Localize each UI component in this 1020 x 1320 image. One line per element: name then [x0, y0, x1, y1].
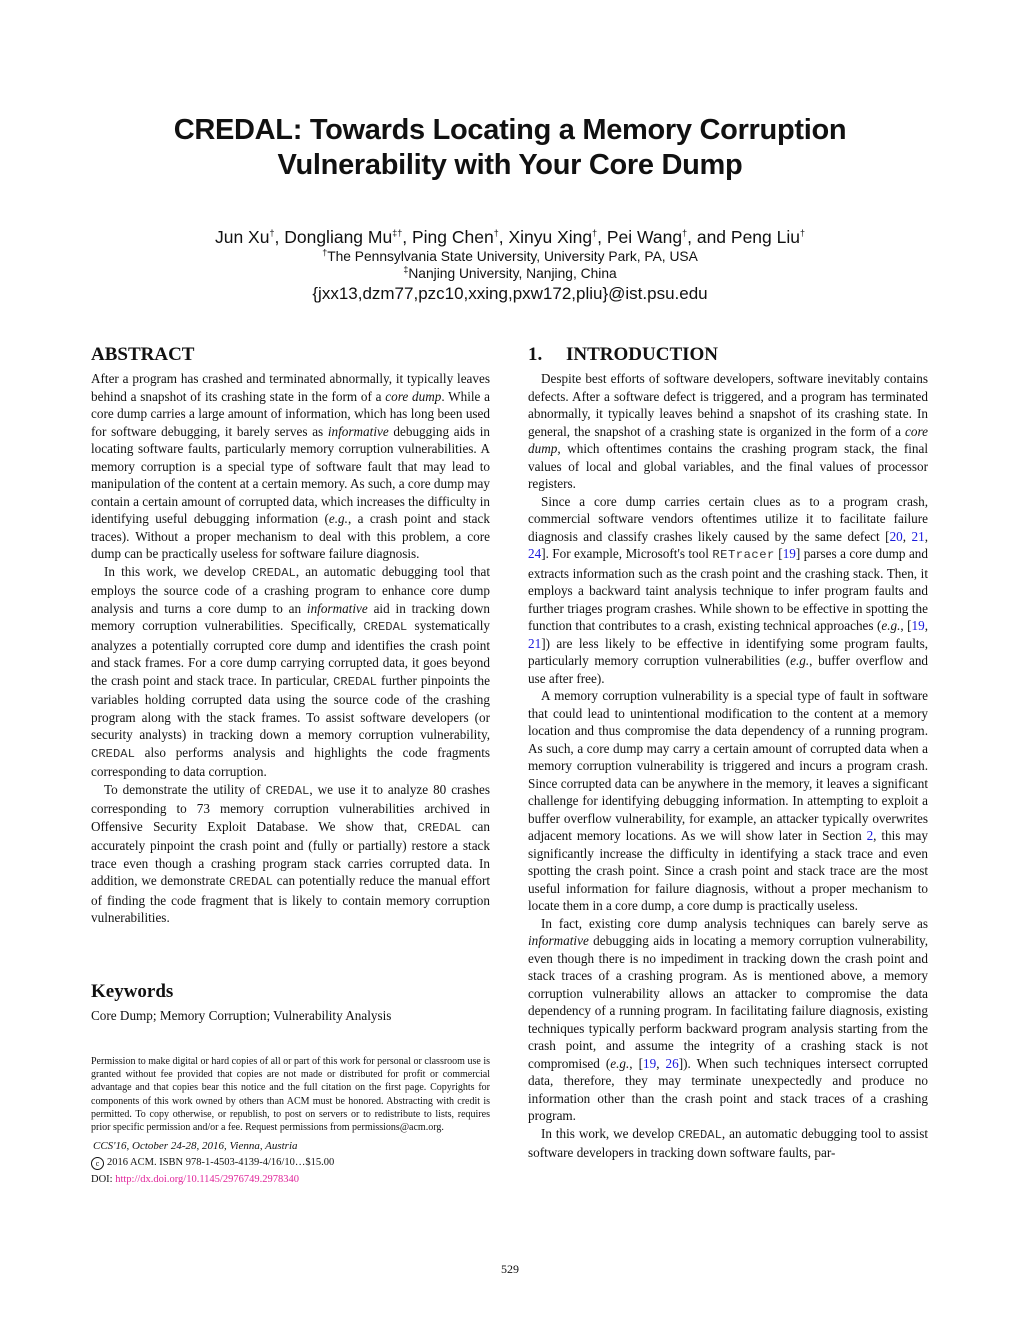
right-column [528, 344, 928, 1162]
author-emails: {jxx13,dzm77,pzc10,xxing,pxw172,pliu}@ist.psu.edu [312, 284, 708, 303]
paper-title [0, 113, 1020, 183]
abstract-paragraph-2: In this work, we develop CREDAL, an automatic debugging tool that employs the source code of a crashing program to enhance core dump analysis and turns a core dump to an informative aid in tracking down memory corruption vulnerabilities. Specifically, CREDAL systematically analyzes a potentially corrupted core dump and identifies the crash point and stack frames. For a core dump carrying corrupted data, it goes beyond the crash point and stack trace. In particular, CREDAL further pinpoints the variables holding corrupted data using the source code of the crashing program along with the stack frames. To assist software developers (or security analysts) in tracking down a memory corruption vulnerability, CREDAL also performs analysis and highlights the code fragments corresponding to data corruption. [91, 563, 490, 779]
doi-link[interactable]: http://dx.doi.org/10.1145/2976749.2978340 [115, 1174, 299, 1186]
affiliation-mark: ‡ [403, 264, 409, 275]
author-name: Ping Chen [411, 227, 494, 247]
introduction-heading [528, 344, 928, 366]
author-name: Xinyu Xing [508, 227, 593, 247]
intro-paragraph-3: A memory corruption vulnerability is a special type of fault in software that could lead to unintentional modification to the content at a memory location and thus compromise the data dependency of a running program. As such, a core dump may carry a certain amount of corrupted data when a memory corruption vulnerability is triggered and incurs a program crash. Since corrupted data can be anywhere in the memory, it leaves a significant challenge for identifying debugging information. In attempting to exploit a buffer overflow vulnerability, for example, an attacker typically overwrites adjacent memory locations. As we will show later in Section 2, this may significantly increase the difficulty in identifying a stack trace and even spotting the crash point. Since a crash point and stack trace are the most useful information for failure diagnosis, without a proper mechanism to locate them in a core dump, a core dump is practically useless. [528, 688, 929, 913]
citation-link[interactable]: 19 [782, 546, 796, 561]
tool-name: CREDAL [417, 820, 462, 835]
keywords-heading: Keywords [91, 981, 174, 1002]
intro-paragraph-2: Since a core dump carries certain clues as to a program crash, commercial software vendors oftentimes utilize it to facilitate failure diagnosis and classify crashes likely caused by the same defect [20, 21, 24]. For example, Microsoft's tool RETracer [19] parses a core dump and extracts information such as the crash point and the crashing stack. Then, it employs a backward taint analysis technique to infer program faults and further triages program crashes. While shown to be effective in spotting the function that contributes to a crash, existing technical approaches (e.g., [19, 21]) are less likely to be effective in identifying some program faults, particularly memory corruption vulnerabilities (e.g., buffer overflow and use after free). [528, 493, 929, 686]
author-name: Dongliang Mu [284, 227, 393, 247]
author-affiliation-mark: ‡† [392, 228, 403, 239]
citation-link[interactable]: 20 [889, 528, 903, 544]
author-affiliation-mark: † [493, 228, 499, 239]
section-title: INTRODUCTION [566, 344, 719, 365]
section-number: 1. [528, 344, 543, 365]
keywords-text: Core Dump; Memory Corruption; Vulnerability Analysis [91, 1008, 392, 1023]
author-list [0, 226, 1020, 248]
author-separator: , [402, 227, 412, 247]
tool-name: CREDAL [265, 783, 310, 798]
left-column [91, 344, 490, 927]
citation-link[interactable]: 26 [665, 1055, 679, 1071]
intro-paragraph-4: In fact, existing core dump analysis techniques can barely serve as informative debugging aids in locating a memory corruption vulnerability, even though there is no impediment in tracking down the crash point and stack traces of a crashing program. As is mentioned above, a memory corruption vulnerability allows an attacker to compromise the data dependency of a running program. In facilitating failure diagnosis, existing techniques typically perform backward program analysis starting from the crash point, and assume the integrity of a crashing stack is not compromised (e.g., [19, 26]). When such techniques intersect corrupted data, therefore, they may terminate unexpectedly and produce no information other than the crash point and stack traces of a crashing program. [528, 915, 928, 1123]
affiliation-mark: † [322, 247, 328, 258]
author-separator: , [274, 227, 285, 247]
tool-name: CREDAL [91, 746, 135, 761]
citation-link[interactable]: 19 [911, 618, 925, 633]
permission-notice: Permission to make digital or hard copies of all or part of this work for personal or classroom use is granted without fee provided that copies are not made or distributed for profit or commercial advantage and that copies bear this notice and the full citation on the first page. Copyrights for components of this work owned by others than ACM must be honored. Abstracting with credit is permitted. To copy otherwise, or republish, to post on servers or to redistribute to lists, requires prior specific permission and/or a fee. Request permissions from permissions@acm.org. [91, 1056, 490, 1134]
tool-name: CREDAL [251, 565, 296, 580]
affiliation-psu [0, 248, 1020, 265]
doi-line [91, 1171, 490, 1188]
author-separator: , [498, 227, 509, 247]
conference-info: CCS'16, October 24-28, 2016, Vienna, Austria [93, 1140, 298, 1153]
copyright-icon: c [91, 1157, 104, 1170]
abstract-heading: ABSTRACT [91, 344, 195, 365]
tool-name: CREDAL [363, 620, 408, 634]
author-name: Peng Liu [730, 227, 800, 247]
tool-name: RETracer [712, 548, 775, 562]
intro-paragraph-5: In this work, we develop CREDAL, an automatic debugging tool to assist software developers in tracking down software faults, par- [528, 1125, 929, 1160]
doi-label: DOI: [91, 1174, 116, 1186]
author-affiliation-mark: † [269, 228, 275, 239]
author-separator: , and [687, 227, 731, 247]
keywords-section [91, 981, 490, 1025]
paper-title-line-1: CREDAL: Towards Locating a Memory Corruption [173, 114, 847, 146]
abstract-paragraph-1: After a program has crashed and terminated abnormally, it typically leaves behind a snapshot of its crashing state in the form of a core dump. While a core dump carries a large amount of information, which has long been used for software debugging, it barely serves as informative debugging aids in locating software faults, particularly memory corruption vulnerabilities. A memory corruption is a special type of software fault that may lead to manipulation of the content at a certain memory. As such, a core dump may contain a certain amount of corrupted data, which increases the difficulty in identifying useful debugging information (e.g., a crash point and stack traces). Without a proper mechanism to deal with this problem, a core dump can be practically useless for software failure diagnosis. [91, 371, 491, 561]
paper-title-line-2: Vulnerability with Your Core Dump [277, 149, 743, 181]
intro-paragraph-1: Despite best efforts of software developers, software inevitably contains defects. After a software defect is triggered, and a program has terminated abnormally, it typically leaves behind a snapshot of its crashing state. In general, the snapshot of a crashing state is organized in the form of a core dump, which oftentimes contains the crashing program stack, the final values of local and global variables, and the final values of processor registers. [528, 371, 928, 491]
author-name: Jun Xu [214, 227, 270, 247]
affiliation-text: The Pennsylvania State University, University Park, PA, USA [327, 249, 698, 264]
citation-link[interactable]: 21 [911, 528, 925, 544]
author-affiliation-mark: † [592, 228, 598, 239]
tool-name: CREDAL [333, 674, 377, 689]
author-affiliation-mark: † [800, 228, 806, 239]
abstract-paragraph-3: To demonstrate the utility of CREDAL, we use it to analyze 80 crashes corresponding to 73 memory corruption vulnerabilities archived in Offensive Security Exploit Database. We show that, CREDAL can accurately pinpoint the crash point and (fully or partially) restore a stack trace even though a crashing program stack carries corrupted data. In addition, we demonstrate CREDAL can potentially reduce the manual effort of finding the code fragment that is likely to contain memory corruption vulnerabilities. [91, 781, 491, 925]
copyright-line [91, 1154, 490, 1171]
affiliation-nanjing [0, 265, 1020, 282]
citation-link[interactable]: 24 [528, 546, 542, 561]
tool-name: CREDAL [229, 875, 273, 889]
tool-name: CREDAL [678, 1127, 722, 1142]
author-separator: , [597, 227, 607, 247]
citation-link[interactable]: 19 [643, 1055, 657, 1071]
page-number: 529 [501, 1262, 519, 1276]
author-affiliation-mark: † [682, 228, 688, 239]
citation-link[interactable]: 21 [528, 635, 542, 651]
author-name: Pei Wang [606, 227, 683, 247]
permission-footer [91, 1055, 490, 1188]
section-link[interactable]: 2 [866, 828, 874, 843]
copyright-text: 2016 ACM. ISBN 978-1-4503-4139-4/16/10…$15.00 [107, 1157, 335, 1169]
affiliation-text: Nanjing University, Nanjing, China [408, 266, 617, 281]
